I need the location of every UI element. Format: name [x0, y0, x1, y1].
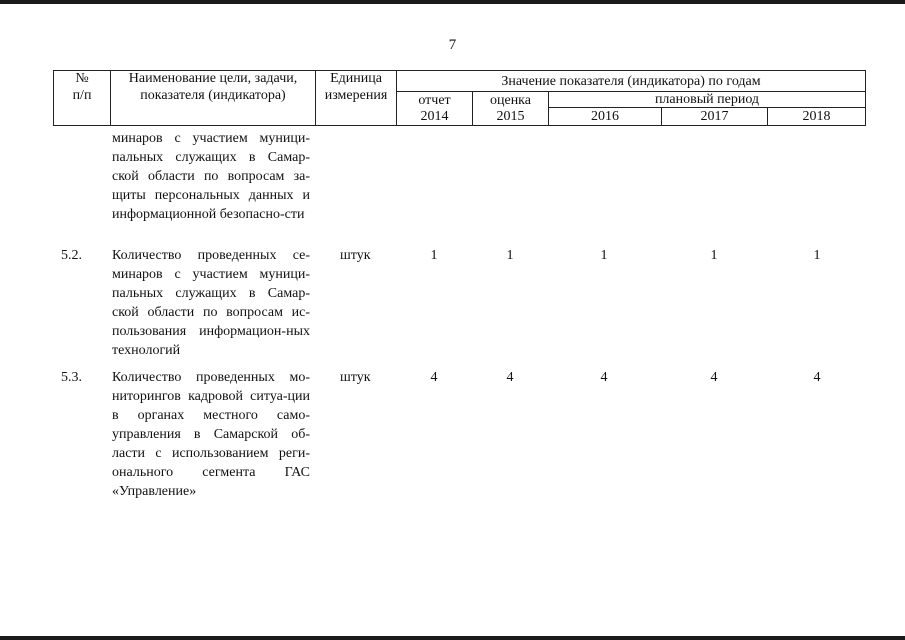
- header-num: № п/п: [72, 71, 92, 103]
- header-year-2018: 2018: [802, 109, 831, 124]
- row-5-2-unit: штук: [340, 248, 371, 263]
- row-5-3-value-2016: 4: [600, 370, 608, 385]
- header-report: отчет: [418, 92, 451, 108]
- header-estimate: оценка: [489, 92, 531, 108]
- header-unit: Единица измерения: [324, 71, 388, 103]
- row-continued-name: минаров с участием муници-пальных служащих в Самар-ской области по вопросам за-щиты персональных данных и информационной безопасно-сти: [112, 131, 310, 222]
- row-5-2-value-2015: 1: [506, 248, 514, 263]
- header-year-2017: 2017: [700, 109, 729, 124]
- header-year-2015: 2015: [496, 109, 525, 124]
- scan-bottom-edge: [0, 636, 905, 640]
- row-5-2-number: 5.2.: [61, 248, 82, 263]
- header-name: Наименование цели, задачи, показателя (индикатора): [128, 71, 298, 103]
- table-header: [53, 70, 866, 126]
- row-5-3-value-2015: 4: [506, 370, 514, 385]
- header-planned: плановый период: [654, 92, 760, 107]
- row-5-3-value-2017: 4: [710, 370, 718, 385]
- scan-top-edge: [0, 0, 905, 4]
- header-values-group: Значение показателя (индикатора) по годам: [501, 73, 761, 89]
- row-5-2-value-2018: 1: [813, 248, 821, 263]
- header-bottom-rule: [53, 125, 866, 126]
- header-border-right: [865, 70, 866, 126]
- row-5-3-name: Количество проведенных мо-ниторингов кадровой ситуа-ции в органах местного само-управления в Самарской об-ласти с использованием реги-онального сегмента ГАС «Управление»: [112, 370, 310, 499]
- row-5-3-value-2014: 4: [430, 370, 438, 385]
- header-year-2016: 2016: [591, 109, 619, 124]
- row-5-3-number: 5.3.: [61, 370, 82, 385]
- row-5-2-value-2014: 1: [430, 248, 438, 263]
- row-5-2-name: Количество проведенных се-минаров с участием муници-пальных служащих в Самар-ской области по вопросам ис-пользования информацион-ных технологий: [112, 248, 310, 358]
- header-year-2014: 2014: [420, 109, 449, 124]
- page-number: 7: [448, 37, 457, 53]
- row-5-3-value-2018: 4: [813, 370, 821, 385]
- row-5-3-unit: штук: [340, 370, 371, 385]
- row-5-2-value-2016: 1: [600, 248, 608, 263]
- row-5-2-value-2017: 1: [710, 248, 718, 263]
